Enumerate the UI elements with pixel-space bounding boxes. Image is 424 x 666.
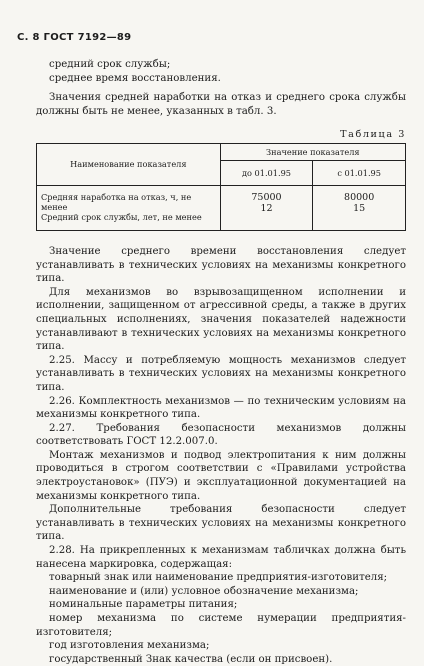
paragraph: Монтаж механизмов и подвод электропитания к ним должны проводиться в строгом соответствии с «Правилами устройства электроустановок» (ПУЭ) и эксплуатационной документацией на механизмы конкретного типа. (36, 449, 406, 502)
intro-line-1: средний срок службы; (49, 59, 171, 70)
col-after-header: с 01.01.95 (313, 160, 406, 185)
paragraph: 2.28. На прикрепленных к механизмам табличках должна быть нанесена маркировка, содержащая: (36, 545, 406, 570)
value-group-header: Значение показателя (220, 143, 405, 160)
row-names-cell (37, 185, 221, 230)
after-values-cell (313, 185, 406, 230)
value-after-1: 80000 (344, 191, 375, 203)
list-item: номинальные параметры питания; (49, 599, 238, 611)
col-before-header: до 01.01.95 (220, 160, 313, 185)
list-item: год изготовления механизма; (49, 640, 210, 652)
list-item: государственный Знак качества (если он присвоен). (49, 653, 333, 665)
intro-paragraph: Значения средней наработки на отказ и среднего срока службы должны быть не менее, указанных в табл. 3. (36, 92, 406, 117)
before-values-cell (220, 185, 313, 230)
list-item: номер механизма по системе нумерации предприятия-изготовителя; (36, 613, 406, 638)
page-header: С. 8 ГОСТ 7192—89 (17, 32, 132, 43)
row-name-1: Средняя наработка на отказ, ч, не менее (41, 191, 192, 212)
table-row (37, 185, 406, 230)
paragraph: 2.25. Массу и потребляемую мощность механизмов следует устанавливать в технических условиях на механизмы конкретного типа. (36, 354, 406, 393)
list-item: наименование и (или) условное обозначение механизма; (49, 585, 359, 597)
list-item: товарный знак или наименование предприятия-изготовителя; (49, 572, 388, 584)
table-caption: Таблица 3 (340, 129, 406, 141)
value-before-1: 75000 (251, 191, 282, 203)
row-name-2: Средний срок службы, лет, не менее (41, 211, 202, 222)
paragraph: 2.26. Комплектность механизмов — по техническим условиям на механизмы конкретного типа. (36, 395, 406, 421)
paragraph: Значение среднего времени восстановления следует устанавливать в технических условиях на механизмы конкретного типа. (36, 245, 406, 285)
value-after-2: 15 (353, 202, 366, 214)
intro-line-2: среднее время восстановления. (49, 72, 221, 84)
value-before-2: 12 (260, 202, 273, 214)
col-name-header: Наименование показателя (37, 143, 221, 185)
spec-table (36, 143, 406, 231)
paragraph: Дополнительные требования безопасности следует устанавливать в технических условиях на механизмы конкретного типа. (36, 504, 406, 543)
document-body (36, 58, 406, 666)
paragraph: Для механизмов во взрывозащищенном исполнении и исполнении, защищенном от агрессивной среды, а также в других специальных исполнениях, значения показателей надежности устанавливают в технических условиях на механизмы конкретного типа. (36, 286, 406, 353)
paragraph: 2.27. Требования безопасности механизмов должны соответствовать ГОСТ 12.2.007.0. (36, 422, 406, 448)
